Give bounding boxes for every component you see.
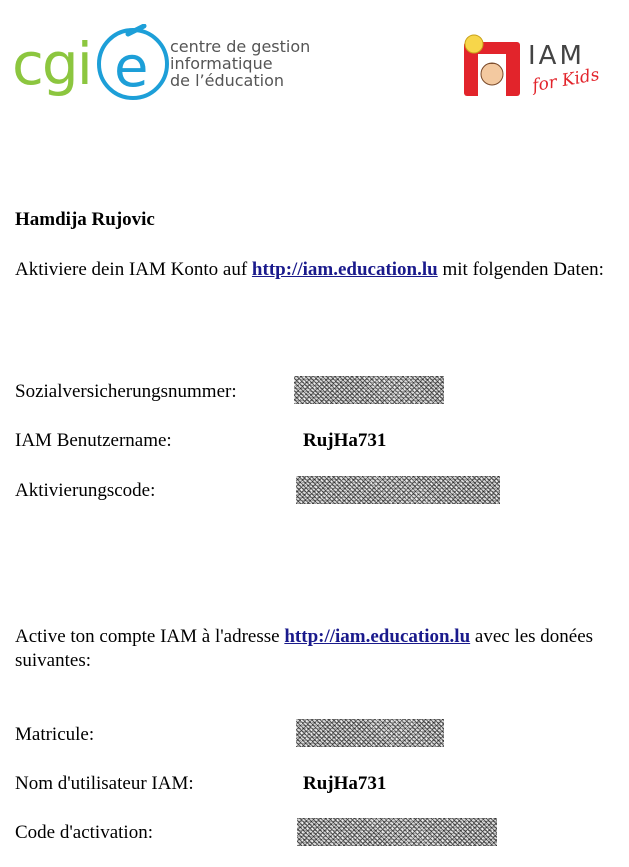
french-activation-link[interactable]: http://iam.education.lu [284,626,471,647]
german-activation-code-redacted [296,476,500,504]
german-activation-link[interactable]: http://iam.education.lu [251,259,438,280]
iam-logo-subtitle: for Kids [530,64,601,97]
cgie-tagline-line-2: informatique [170,54,273,73]
cgie-logo [12,24,312,104]
ssn-value-redacted [294,376,444,404]
matricule-value-redacted [296,719,444,747]
iam-logo-kid-face [481,63,503,85]
german-intro-text-before: Aktiviere dein IAM Konto auf [15,259,248,280]
iam-logo-kid-star-face [465,35,483,53]
german-intro [15,258,620,282]
french-intro [15,625,620,673]
recipient-name: Hamdija Rujovic [15,209,155,230]
cgie-tagline-line-3: de l’éducation [170,71,285,90]
cgie-tagline-line-1: centre de gestion [170,37,311,56]
iam-logo-title: IAM [528,41,585,71]
german-activation-label: Aktivierungscode: [15,480,156,501]
ssn-label: Sozialversicherungsnummer: [15,381,237,402]
french-username-label: Nom d'utilisateur IAM: [15,773,194,794]
cgie-logo-e: e [114,35,149,100]
french-intro-text-before: Active ton compte IAM à l'adresse [15,626,280,647]
german-username-value: RujHa731 [303,430,387,451]
french-username-value: RujHa731 [303,773,387,794]
german-username-label: IAM Benutzername: [15,430,172,451]
french-activation-code-redacted [297,818,497,846]
french-intro-text-after: avec les donées suivantes: [15,626,594,671]
cgie-logo-wordmark: cgi [12,30,91,98]
matricule-label: Matricule: [15,724,95,745]
german-intro-text-after: mit folgenden Daten: [442,259,604,280]
iam-for-kids-logo [456,30,606,100]
french-activation-label: Code d'activation: [15,822,153,843]
